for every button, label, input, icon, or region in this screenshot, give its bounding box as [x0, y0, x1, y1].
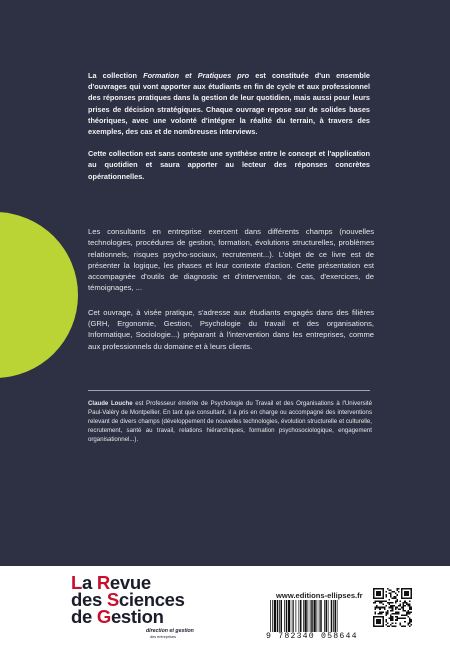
qr-module [387, 611, 389, 613]
qr-module [407, 611, 409, 613]
barcode-bar [288, 600, 290, 632]
revue-sciences-gestion-logo [71, 572, 241, 639]
qr-module [406, 615, 408, 617]
barcode-bar [293, 600, 294, 632]
qr-module [396, 616, 398, 618]
qr-module [395, 602, 397, 604]
qr-module [379, 611, 381, 613]
barcode-bar [319, 600, 320, 632]
isbn-digits: 9 782340 058644 [266, 632, 358, 641]
qr-module [389, 625, 391, 627]
qr-module [392, 613, 394, 615]
qr-module [403, 604, 405, 606]
qr-module [387, 602, 389, 604]
qr-module [406, 604, 408, 606]
qr-module [384, 600, 386, 602]
barcode-bar [328, 600, 329, 632]
qr-module [390, 615, 392, 617]
qr-module [404, 618, 406, 620]
qr-module [409, 600, 411, 602]
qr-module [409, 619, 411, 621]
qr-module [409, 611, 411, 613]
qr-module [375, 602, 377, 604]
qr-module [389, 618, 391, 620]
qr-module [404, 605, 406, 607]
qr-module [395, 613, 397, 615]
qr-module [403, 607, 405, 609]
barcode-bar [311, 600, 313, 632]
qr-module [403, 605, 405, 607]
qr-module [385, 621, 387, 623]
qr-module [407, 613, 409, 615]
qr-module [403, 608, 405, 610]
qr-module [403, 625, 405, 627]
qr-module [395, 616, 397, 618]
qr-module [385, 591, 387, 593]
qr-module [392, 602, 394, 604]
qr-module [389, 590, 391, 592]
qr-module [392, 608, 394, 610]
qr-module [398, 618, 400, 620]
barcode-bar [299, 600, 300, 632]
qr-module [390, 619, 392, 621]
qr-module [409, 607, 411, 609]
qr-module [407, 622, 409, 624]
qr-module [378, 607, 380, 609]
qr-module [393, 596, 395, 598]
qr-module [389, 607, 391, 609]
qr-module [385, 611, 387, 613]
intro-lead: La collection [88, 71, 144, 80]
qr-module [400, 600, 402, 602]
qr-module [385, 613, 387, 615]
qr-module [395, 596, 397, 598]
qr-module [407, 610, 409, 612]
qr-module [404, 625, 406, 627]
qr-module [407, 624, 409, 626]
barcode-bar [314, 600, 316, 632]
barcode-bar [284, 600, 285, 632]
qr-module [409, 604, 411, 606]
logo-letter: G [96, 606, 111, 627]
logo-letter: R [96, 572, 110, 593]
logo-text: ciences [118, 589, 185, 610]
qr-module [379, 613, 381, 615]
barcode-bar [337, 600, 338, 632]
logo-text: evue [109, 572, 151, 593]
qr-module [381, 611, 383, 613]
qr-module [410, 621, 412, 623]
qr-module [382, 600, 384, 602]
qr-module [407, 605, 409, 607]
qr-module [400, 622, 402, 624]
qr-module [385, 615, 387, 617]
qr-module [407, 616, 409, 618]
qr-module [409, 605, 411, 607]
qr-module [390, 624, 392, 626]
qr-module [385, 596, 387, 598]
qr-module [400, 618, 402, 620]
qr-module [396, 611, 398, 613]
qr-module [403, 610, 405, 612]
qr-module [403, 615, 405, 617]
qr-module [392, 625, 394, 627]
qr-module [392, 591, 394, 593]
qr-module [390, 593, 392, 595]
qr-module [382, 607, 384, 609]
book-description [88, 226, 374, 365]
qr-module [378, 613, 380, 615]
barcode-bar [303, 600, 304, 632]
logo-line-3 [71, 608, 241, 625]
qr-module [396, 613, 398, 615]
qr-module [392, 622, 394, 624]
qr-module [389, 604, 391, 606]
qr-module [381, 607, 383, 609]
qr-module [400, 605, 402, 607]
barcode-bar [333, 600, 334, 632]
qr-module [378, 600, 380, 602]
qr-module [410, 611, 412, 613]
barcode-bar [300, 600, 302, 632]
qr-module [403, 618, 405, 620]
logo-text: de [71, 606, 97, 627]
barcode-bar [272, 600, 273, 632]
intro-rest: est constituée d'un ensemble d'ouvrages qui vont apporter aux étudiants en fin de cycle et aux professionnel des réponses pratiques dans la gestion de leur quotidien, mais aussi pour leurs prises de décision stratégiques. Chaque ouvrage repose sur de solides bases théoriques, avec une volonté d'intégrer la réalité du terrain, à travers des exemples, des cas et de nombreuses interviews. [88, 71, 370, 137]
qr-module [390, 610, 392, 612]
qr-module [384, 607, 386, 609]
barcode-bar [296, 600, 297, 632]
qr-module [393, 625, 395, 627]
qr-module [395, 619, 397, 621]
qr-module [384, 608, 386, 610]
qr-module [396, 590, 398, 592]
barcode-bar [320, 600, 322, 632]
author-bio [88, 399, 372, 444]
qr-module [390, 605, 392, 607]
qr-module [392, 616, 394, 618]
intro-paragraph-2: Cette collection est sans conteste une synthèse entre le concept et l'application au quotidien et saura apporter au lecteur des réponses concrètes opérationnelles. [88, 149, 370, 181]
barcode-bar [308, 600, 309, 632]
qr-module [376, 600, 378, 602]
author-bio-text: est Professeur émérite de Psychologie du Travail et des Organisations à l'Université Paul-Valéry de Montpellier. En tant que consultant, il a pris en charge ou accompagné des interventions relevant de divers champs (développement de nouvelles technologies, évolution structurelle et culturelle, recrutement, santé au travail, relations hiérarchiques, formation psychosociologique, engagement organisationnel...). [88, 400, 372, 444]
qr-module [410, 624, 412, 626]
barcode-bar [305, 600, 307, 632]
barcode-bar [326, 600, 328, 632]
qr-module [375, 611, 377, 613]
qr-module [396, 600, 398, 602]
qr-module [390, 602, 392, 604]
logo-letter: L [71, 572, 83, 593]
qr-module [376, 607, 378, 609]
intro-paragraph-1 [88, 70, 370, 137]
qr-module [385, 605, 387, 607]
qr-module [373, 602, 375, 604]
qr-module [401, 607, 403, 609]
qr-module [381, 613, 383, 615]
qr-code [373, 588, 412, 627]
publisher-website: www.editions-ellipses.fr [276, 591, 363, 600]
barcode-bar [324, 600, 325, 632]
qr-module [398, 591, 400, 593]
qr-module [390, 590, 392, 592]
qr-module [406, 613, 408, 615]
qr-module [393, 597, 395, 599]
qr-module [409, 621, 411, 623]
isbn-barcode [268, 600, 368, 632]
qr-module [392, 610, 394, 612]
divider [88, 390, 370, 391]
qr-module [396, 599, 398, 601]
qr-module [398, 611, 400, 613]
qr-module [406, 611, 408, 613]
qr-module [389, 599, 391, 601]
barcode-bar [274, 600, 276, 632]
qr-module [376, 605, 378, 607]
qr-module [382, 611, 384, 613]
logo-letter: S [106, 589, 119, 610]
qr-module [392, 619, 394, 621]
qr-module [404, 621, 406, 623]
qr-module [395, 608, 397, 610]
qr-module [387, 613, 389, 615]
qr-module [379, 602, 381, 604]
qr-module [409, 622, 411, 624]
qr-module [390, 616, 392, 618]
qr-module [401, 618, 403, 620]
qr-module [396, 619, 398, 621]
qr-module [407, 604, 409, 606]
qr-module [375, 600, 377, 602]
qr-module [385, 600, 387, 602]
qr-module [382, 604, 384, 606]
qr-module [375, 608, 377, 610]
logo-tagline: direction et gestion [146, 628, 194, 634]
qr-module [381, 600, 383, 602]
qr-module [390, 594, 392, 596]
qr-module [385, 619, 387, 621]
qr-module [406, 602, 408, 604]
qr-module [387, 625, 389, 627]
qr-module [404, 591, 409, 596]
description-paragraph-2: Cet ouvrage, à visée pratique, s'adresse aux étudiants engagés dans des filières (GRH, Ergonomie, Gestion, Psychologie du travail et des organisations, Informatique, Sociologie...) préparant à l'intervention dans les entreprises, comme aux professionnels du domaine et à leurs clients. [88, 307, 374, 351]
qr-module [410, 607, 412, 609]
qr-module [398, 613, 400, 615]
qr-module [390, 596, 392, 598]
qr-module [393, 591, 395, 593]
qr-module [410, 619, 412, 621]
qr-module [392, 618, 394, 620]
qr-module [395, 622, 397, 624]
qr-module [404, 602, 406, 604]
qr-module [409, 613, 411, 615]
qr-module [400, 608, 402, 610]
qr-module [410, 608, 412, 610]
qr-module [387, 610, 389, 612]
qr-module [404, 600, 406, 602]
barcode-bar [277, 600, 279, 632]
qr-module [395, 625, 397, 627]
collection-intro [88, 70, 370, 193]
qr-module [395, 607, 397, 609]
qr-module [390, 607, 392, 609]
qr-module [385, 594, 387, 596]
qr-module [396, 594, 398, 596]
qr-module [381, 602, 383, 604]
qr-module [398, 588, 400, 590]
qr-module [375, 613, 377, 615]
qr-module [389, 602, 391, 604]
qr-module [395, 611, 397, 613]
qr-module [395, 597, 397, 599]
qr-module [400, 624, 402, 626]
qr-module [404, 615, 406, 617]
qr-module [396, 607, 398, 609]
qr-module [392, 607, 394, 609]
barcode-bar [286, 600, 288, 632]
qr-module [393, 613, 395, 615]
qr-module [396, 588, 398, 590]
barcode-bar [281, 600, 283, 632]
qr-module [393, 605, 395, 607]
qr-module [392, 605, 394, 607]
qr-module [395, 593, 397, 595]
logo-text: estion [110, 606, 164, 627]
qr-module [409, 618, 411, 620]
qr-module [379, 600, 381, 602]
barcode-bar [292, 600, 293, 632]
qr-module [375, 607, 377, 609]
description-paragraph-1: Les consultants en entreprise exercent dans différents champs (nouvelles technologies, procédures de gestion, formation, évolutions structurelles, problèmes relationnels, risques psycho-sociaux, recrutement...). L'objet de ce livre est de présenter la logique, les phases et leur contexte d'action. Cette présentation est accompagnée d'outils de diagnostic et d'intervention, de cas, d'exercices, de témoignages, ... [88, 227, 374, 293]
qr-module [409, 608, 411, 610]
qr-module [398, 608, 400, 610]
qr-module [403, 602, 405, 604]
author-name: Claude Louche [88, 400, 133, 407]
qr-module [376, 591, 381, 596]
qr-module [379, 608, 381, 610]
qr-module [387, 622, 389, 624]
logo-text: des [71, 589, 107, 610]
qr-module [396, 618, 398, 620]
qr-module [389, 593, 391, 595]
barcode-bar [331, 600, 333, 632]
green-circle-decoration [0, 212, 78, 378]
qr-module [385, 624, 387, 626]
barcode-bar [310, 600, 311, 632]
series-name: Formation et Pratiques pro [143, 71, 250, 80]
qr-module [376, 619, 381, 624]
qr-module [398, 605, 400, 607]
barcode-bar [335, 600, 337, 632]
qr-module [395, 600, 397, 602]
barcode-bar [270, 600, 271, 632]
logo-text: a [82, 572, 97, 593]
qr-module [404, 610, 406, 612]
qr-module [401, 615, 403, 617]
qr-module [401, 625, 403, 627]
qr-module [379, 607, 381, 609]
qr-module [400, 604, 402, 606]
barcode-bar [317, 600, 318, 632]
qr-module [390, 618, 392, 620]
qr-module [392, 597, 394, 599]
qr-module [409, 625, 411, 627]
barcode-bar [279, 600, 280, 632]
qr-module [387, 588, 389, 590]
logo-tagline-2: des entreprises [150, 635, 176, 639]
